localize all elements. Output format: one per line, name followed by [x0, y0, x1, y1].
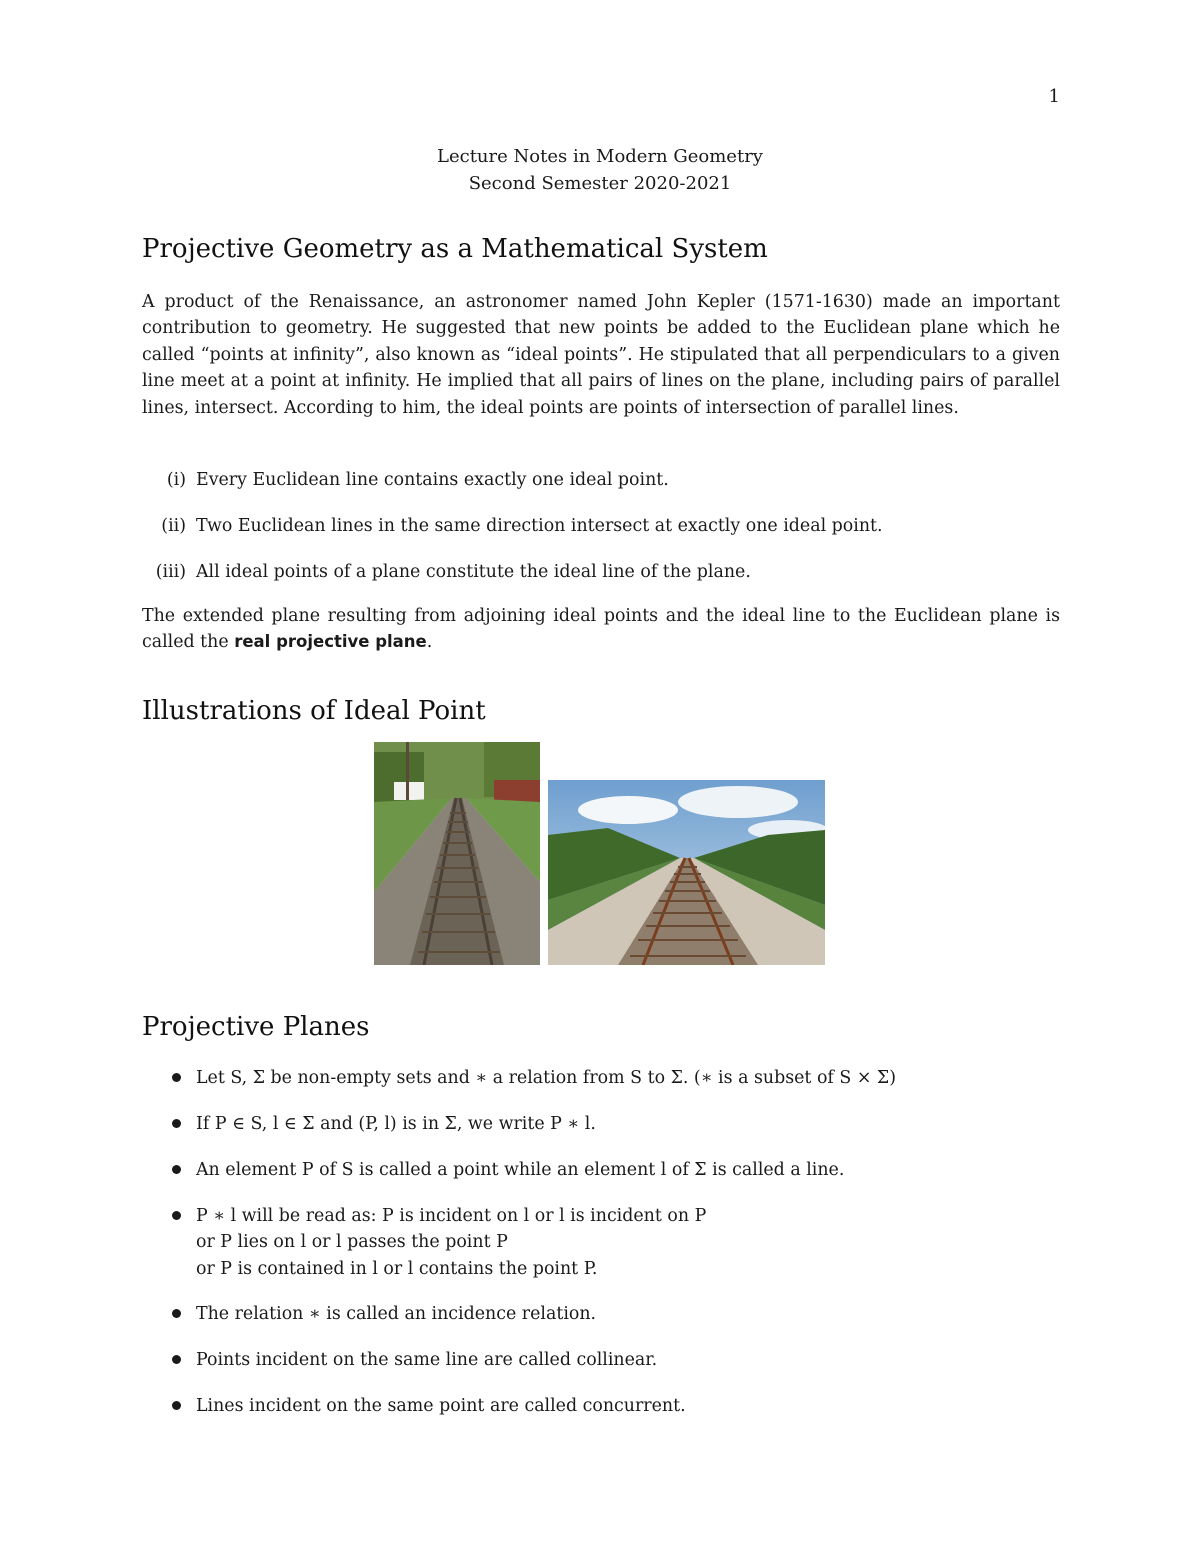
- extended-plane-text: The extended plane resulting from adjoining ideal points and the ideal line to the Euclidean plane is called the: [142, 606, 1060, 653]
- bullet-text: Points incident on the same line are called collinear.: [196, 1350, 658, 1370]
- bullet-text: An element P of S is called a point while an element l of Σ is called a line.: [196, 1160, 845, 1180]
- bullet-text: Lines incident on the same point are called concurrent.: [196, 1396, 686, 1416]
- enum-label: (iii): [155, 562, 186, 582]
- bullet-dot: [172, 1119, 181, 1128]
- bullet-text: If P ∈ S, l ∈ Σ and (P, l) is in Σ, we write P ∗ l.: [196, 1114, 596, 1134]
- section-title-illustrations: Illustrations of Ideal Point: [142, 696, 486, 726]
- bullet-dot: [172, 1355, 181, 1364]
- bullet-text: Let S, Σ be non-empty sets and ∗ a relation from S to Σ. (∗ is a subset of S × Σ): [196, 1068, 897, 1088]
- bullet-text-line3: or P is contained in l or l contains the point P.: [196, 1259, 598, 1279]
- bullet-text: The relation ∗ is called an incidence relation.: [196, 1304, 597, 1324]
- bullet-text: P ∗ l will be read as: P is incident on l or l is incident on P: [196, 1206, 707, 1226]
- bullet-dot: [172, 1211, 181, 1220]
- enum-text: Two Euclidean lines in the same direction intersect at exactly one ideal point.: [196, 516, 883, 536]
- bullet-dot: [172, 1073, 181, 1082]
- extended-plane-end: .: [426, 632, 433, 653]
- enum-label: (i): [166, 470, 186, 490]
- railroad-photo-right: [548, 780, 825, 965]
- real-projective-plane-term: real projective plane: [234, 632, 427, 652]
- header-semester: Second Semester 2020-2021: [468, 173, 732, 194]
- railroad-photo-left: [374, 742, 540, 965]
- enum-label: (ii): [161, 516, 186, 536]
- header-course-title: Lecture Notes in Modern Geometry: [437, 146, 763, 167]
- enum-text: Every Euclidean line contains exactly one ideal point.: [196, 470, 669, 490]
- extended-plane-paragraph: [142, 603, 1060, 656]
- page-number: 1: [1048, 86, 1060, 107]
- section-title-projective-planes: Projective Planes: [142, 1012, 370, 1042]
- bullet-dot: [172, 1309, 181, 1318]
- bullet-dot: [172, 1401, 181, 1410]
- bullet-text-line2: or P lies on l or l passes the point P: [196, 1232, 508, 1252]
- document-header: [0, 143, 1200, 197]
- bullet-dot: [172, 1165, 181, 1174]
- enum-text: All ideal points of a plane constitute the ideal line of the plane.: [196, 562, 751, 582]
- intro-paragraph: A product of the Renaissance, an astronomer named John Kepler (1571-1630) made an important contribution to geometry. He suggested that new points be added to the Euclidean plane which he called “points at infinity”, also known as “ideal points”. He stipulated that all perpendiculars to a given line meet at a point at infinity. He implied that all pairs of lines on the plane, including pairs of parallel lines, intersect. According to him, the ideal points are points of intersection of parallel lines.: [142, 292, 1060, 418]
- section-title-projective-system: Projective Geometry as a Mathematical System: [142, 234, 768, 264]
